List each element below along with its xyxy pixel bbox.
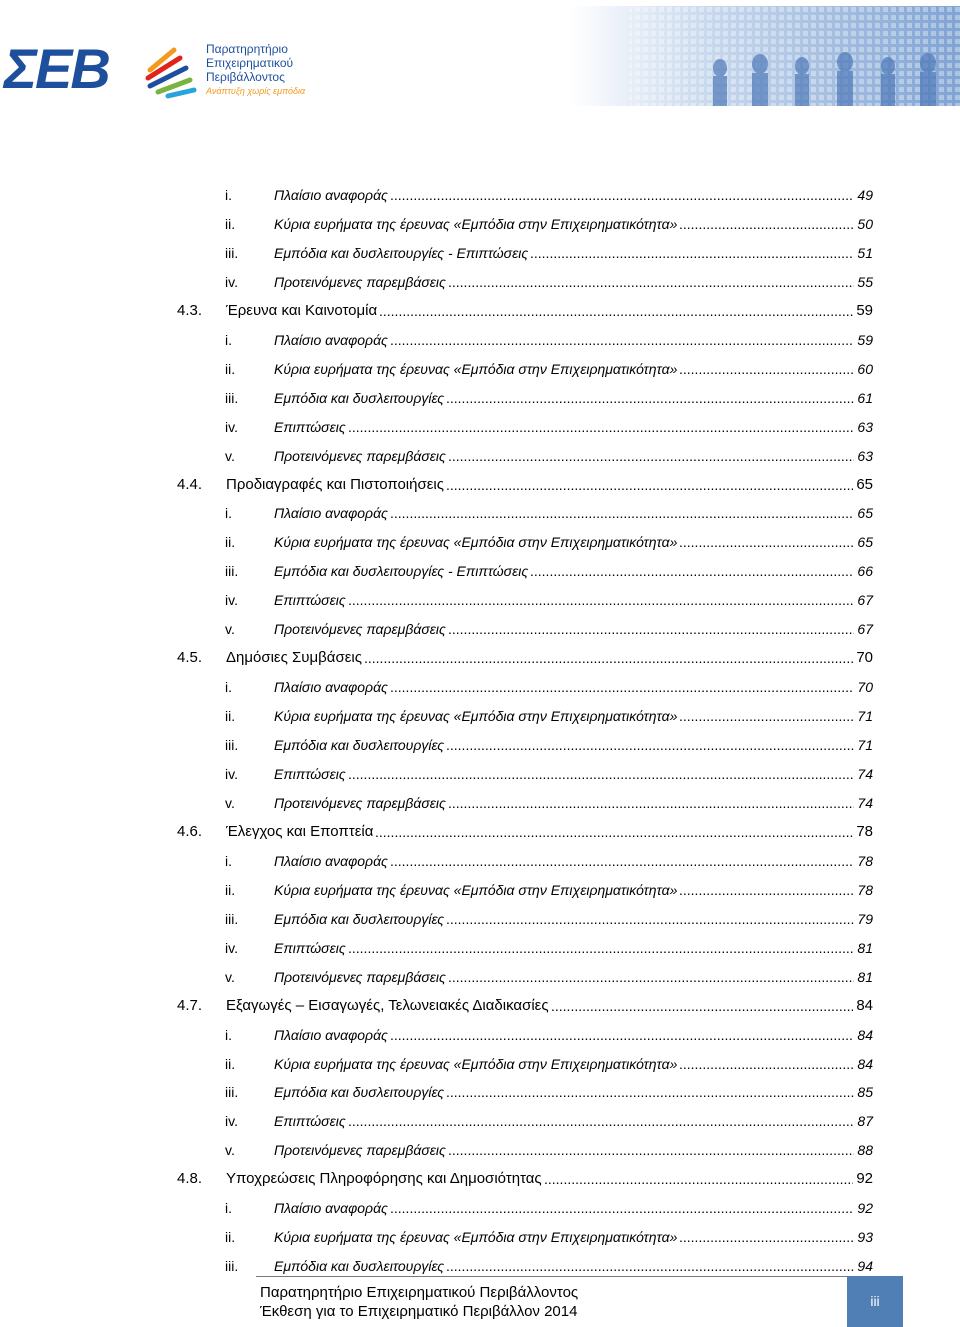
toc-entry-page: 55 xyxy=(857,274,873,290)
toc-entry-page: 94 xyxy=(857,1258,873,1274)
toc-entry-title: Επιπτώσεις xyxy=(274,419,346,435)
toc-entry-page: 84 xyxy=(856,997,873,1014)
subtitle-line: Περιβάλλοντος xyxy=(206,70,285,84)
toc-entry-title: Εμπόδια και δυσλειτουργίες xyxy=(274,390,445,406)
toc-dot-leader xyxy=(448,967,854,987)
toc-entry-page: 51 xyxy=(857,245,873,261)
footer-report-title: Έκθεση για το Επιχειρηματικό Περιβάλλον 2014 xyxy=(260,1303,578,1320)
toc-entry-number: ii. xyxy=(225,534,236,550)
toc-subsection-entry[interactable] xyxy=(0,214,960,234)
toc-entry-number: iii. xyxy=(225,1258,239,1274)
toc-section-entry[interactable] xyxy=(0,996,960,1016)
toc-dot-leader xyxy=(390,677,854,697)
toc-entry-number: iv. xyxy=(225,766,238,782)
toc-entry-title: Προδιαγραφές και Πιστοποιήσεις xyxy=(226,476,444,493)
toc-entry-number: i. xyxy=(225,853,232,869)
toc-subsection-entry[interactable] xyxy=(0,1227,960,1247)
toc-entry-number: iv. xyxy=(225,274,238,290)
toc-subsection-entry[interactable] xyxy=(0,764,960,784)
toc-subsection-entry[interactable] xyxy=(0,590,960,610)
toc-subsection-entry[interactable] xyxy=(0,1198,960,1218)
toc-dot-leader xyxy=(390,1025,854,1045)
toc-dot-leader xyxy=(364,648,853,668)
toc-entry-number: iii. xyxy=(225,245,239,261)
toc-entry-number: i. xyxy=(225,505,232,521)
toc-dot-leader xyxy=(348,938,854,958)
toc-entry-number: iv. xyxy=(225,1113,238,1129)
toc-dot-leader xyxy=(375,822,853,842)
toc-entry-number: iv. xyxy=(225,592,238,608)
toc-subsection-entry[interactable] xyxy=(0,851,960,871)
toc-dot-leader xyxy=(679,359,854,379)
toc-entry-page: 88 xyxy=(857,1142,873,1158)
toc-entry-title: Προτεινόμενες παρεμβάσεις xyxy=(274,969,446,985)
toc-dot-leader xyxy=(530,561,854,581)
toc-entry-number: v. xyxy=(225,795,235,811)
toc-dot-leader xyxy=(551,996,853,1016)
toc-entry-title: Κύρια ευρήματα της έρευνας «Εμπόδια στην Επιχειρηματικότητα» xyxy=(274,882,678,898)
toc-entry-number: iii. xyxy=(225,390,239,406)
toc-entry-title: Έρευνα και Καινοτομία xyxy=(226,302,378,319)
toc-entry-number: ii. xyxy=(225,708,236,724)
toc-entry-page: 71 xyxy=(857,708,873,724)
toc-subsection-entry[interactable] xyxy=(0,967,960,987)
toc-dot-leader xyxy=(448,793,854,813)
toc-entry-number: ii. xyxy=(225,882,236,898)
toc-entry-page: 63 xyxy=(857,419,873,435)
toc-entry-title: Εμπόδια και δυσλειτουργίες xyxy=(274,737,445,753)
toc-entry-page: 84 xyxy=(857,1027,873,1043)
toc-entry-number: i. xyxy=(225,1027,232,1043)
toc-subsection-entry[interactable] xyxy=(0,735,960,755)
toc-entry-page: 81 xyxy=(857,969,873,985)
sev-starburst-icon xyxy=(140,40,204,100)
toc-entry-number: ii. xyxy=(225,1056,236,1072)
toc-entry-page: 78 xyxy=(856,823,873,840)
toc-entry-title: Επιπτώσεις xyxy=(274,766,346,782)
header-banner-image xyxy=(570,6,960,106)
toc-entry-page: 78 xyxy=(857,882,873,898)
toc-subsection-entry[interactable] xyxy=(0,561,960,581)
toc-subsection-entry[interactable] xyxy=(0,359,960,379)
toc-subsection-entry[interactable] xyxy=(0,793,960,813)
toc-entry-title: Πλαίσιο αναφοράς xyxy=(274,853,388,869)
toc-dot-leader xyxy=(446,475,853,495)
toc-entry-title: Κύρια ευρήματα της έρευνας «Εμπόδια στην Επιχειρηματικότητα» xyxy=(274,708,678,724)
toc-entry-title: Εξαγωγές – Εισαγωγές, Τελωνειακές Διαδικασίες xyxy=(226,997,549,1014)
toc-section-entry[interactable] xyxy=(0,1169,960,1189)
toc-dot-leader xyxy=(390,851,854,871)
toc-subsection-entry[interactable] xyxy=(0,880,960,900)
toc-entry-title: Επιπτώσεις xyxy=(274,592,346,608)
sev-logo-text: ΣΕΒ xyxy=(4,37,109,100)
toc-entry-title: Υποχρεώσεις Πληροφόρησης και Δημοσιότητας xyxy=(226,1170,542,1187)
toc-entry-title: Πλαίσιο αναφοράς xyxy=(274,505,388,521)
toc-subsection-entry[interactable] xyxy=(0,706,960,726)
toc-entry-title: Επιπτώσεις xyxy=(274,940,346,956)
toc-entry-title: Κύρια ευρήματα της έρευνας «Εμπόδια στην Επιχειρηματικότητα» xyxy=(274,1056,678,1072)
toc-entry-title: Δημόσιες Συμβάσεις xyxy=(226,649,362,666)
toc-dot-leader xyxy=(679,1227,854,1247)
toc-subsection-entry[interactable] xyxy=(0,1054,960,1074)
toc-entry-title: Εμπόδια και δυσλειτουργίες - Επιπτώσεις xyxy=(274,245,529,261)
toc-entry-number: v. xyxy=(225,621,235,637)
toc-entry-title: Προτεινόμενες παρεμβάσεις xyxy=(274,1142,446,1158)
toc-subsection-entry[interactable] xyxy=(0,619,960,639)
toc-dot-leader xyxy=(446,388,854,408)
toc-entry-page: 92 xyxy=(856,1170,873,1187)
footer-organization: Παρατηρητήριο Επιχειρηματικού Περιβάλλοντος xyxy=(260,1284,579,1301)
toc-entry-page: 50 xyxy=(857,216,873,232)
toc-entry-page: 70 xyxy=(856,649,873,666)
toc-subsection-entry[interactable] xyxy=(0,1140,960,1160)
toc-dot-leader xyxy=(448,1140,854,1160)
toc-entry-number: ii. xyxy=(225,361,236,377)
toc-entry-page: 70 xyxy=(857,679,873,695)
toc-dot-leader xyxy=(448,619,854,639)
toc-entry-page: 92 xyxy=(857,1200,873,1216)
toc-subsection-entry[interactable] xyxy=(0,532,960,552)
toc-entry-number: iv. xyxy=(225,419,238,435)
toc-entry-page: 67 xyxy=(857,592,873,608)
toc-dot-leader xyxy=(544,1169,853,1189)
page-header xyxy=(0,0,960,110)
toc-entry-title: Κύρια ευρήματα της έρευνας «Εμπόδια στην Επιχειρηματικότητα» xyxy=(274,534,678,550)
toc-entry-number: iii. xyxy=(225,911,239,927)
toc-dot-leader xyxy=(379,301,853,321)
toc-dot-leader xyxy=(348,1111,854,1131)
toc-entry-number: i. xyxy=(225,679,232,695)
observatory-logo-subtitle xyxy=(206,42,305,98)
toc-entry-title: Εμπόδια και δυσλειτουργίες - Επιπτώσεις xyxy=(274,563,529,579)
toc-entry-number: 4.3. xyxy=(177,302,203,319)
toc-subsection-entry[interactable] xyxy=(0,1256,960,1276)
toc-dot-leader xyxy=(679,532,854,552)
toc-entry-page: 65 xyxy=(857,505,873,521)
toc-entry-title: Πλαίσιο αναφοράς xyxy=(274,1027,388,1043)
toc-subsection-entry[interactable] xyxy=(0,1111,960,1131)
toc-entry-number: iv. xyxy=(225,940,238,956)
toc-entry-page: 61 xyxy=(857,390,873,406)
toc-dot-leader xyxy=(679,214,854,234)
toc-dot-leader xyxy=(448,272,854,292)
toc-entry-title: Προτεινόμενες παρεμβάσεις xyxy=(274,448,446,464)
toc-dot-leader xyxy=(348,590,854,610)
logo-tagline: Ανάπτυξη χωρίς εμπόδια xyxy=(206,86,306,96)
toc-entry-title: Πλαίσιο αναφοράς xyxy=(274,187,388,203)
toc-subsection-entry[interactable] xyxy=(0,243,960,263)
toc-entry-page: 93 xyxy=(857,1229,873,1245)
toc-subsection-entry[interactable] xyxy=(0,503,960,523)
toc-entry-page: 81 xyxy=(857,940,873,956)
toc-subsection-entry[interactable] xyxy=(0,938,960,958)
toc-entry-page: 59 xyxy=(857,332,873,348)
page-number-badge: iii xyxy=(847,1276,903,1327)
toc-dot-leader xyxy=(446,735,854,755)
toc-entry-title: Πλαίσιο αναφοράς xyxy=(274,332,388,348)
toc-entry-number: 4.8. xyxy=(177,1170,203,1187)
toc-entry-page: 87 xyxy=(857,1113,873,1129)
toc-dot-leader xyxy=(348,417,854,437)
toc-subsection-entry[interactable] xyxy=(0,446,960,466)
toc-section-entry[interactable] xyxy=(0,475,960,495)
toc-entry-page: 65 xyxy=(857,534,873,550)
toc-subsection-entry[interactable] xyxy=(0,1082,960,1102)
toc-dot-leader xyxy=(679,1054,854,1074)
toc-subsection-entry[interactable] xyxy=(0,417,960,437)
toc-entry-number: iii. xyxy=(225,563,239,579)
toc-entry-page: 66 xyxy=(857,563,873,579)
toc-entry-title: Εμπόδια και δυσλειτουργίες xyxy=(274,1084,445,1100)
toc-entry-number: ii. xyxy=(225,1229,236,1245)
toc-dot-leader xyxy=(530,243,854,263)
toc-entry-number: 4.5. xyxy=(177,649,203,666)
toc-dot-leader xyxy=(348,764,854,784)
toc-entry-page: 74 xyxy=(857,766,873,782)
subtitle-line: Επιχειρηματικού xyxy=(206,56,294,70)
toc-dot-leader xyxy=(446,1256,854,1276)
toc-entry-number: 4.6. xyxy=(177,823,203,840)
toc-dot-leader xyxy=(448,446,854,466)
toc-entry-number: v. xyxy=(225,1142,235,1158)
toc-entry-title: Έλεγχος και Εποπτεία xyxy=(226,823,374,840)
toc-entry-page: 67 xyxy=(857,621,873,637)
toc-entry-page: 60 xyxy=(857,361,873,377)
toc-entry-title: Επιπτώσεις xyxy=(274,1113,346,1129)
toc-entry-page: 71 xyxy=(857,737,873,753)
toc-dot-leader xyxy=(390,503,854,523)
toc-subsection-entry[interactable] xyxy=(0,185,960,205)
footer-divider xyxy=(256,1276,876,1277)
toc-entry-page: 74 xyxy=(857,795,873,811)
toc-entry-title: Πλαίσιο αναφοράς xyxy=(274,679,388,695)
toc-dot-leader xyxy=(679,880,854,900)
toc-entry-page: 79 xyxy=(857,911,873,927)
toc-dot-leader xyxy=(390,185,854,205)
toc-entry-number: v. xyxy=(225,969,235,985)
toc-entry-page: 85 xyxy=(857,1084,873,1100)
subtitle-line: Παρατηρητήριο xyxy=(206,42,288,56)
toc-entry-page: 63 xyxy=(857,448,873,464)
toc-entry-page: 84 xyxy=(857,1056,873,1072)
toc-entry-number: iii. xyxy=(225,1084,239,1100)
toc-entry-title: Προτεινόμενες παρεμβάσεις xyxy=(274,274,446,290)
toc-entry-title: Προτεινόμενες παρεμβάσεις xyxy=(274,795,446,811)
toc-dot-leader xyxy=(679,706,854,726)
toc-dot-leader xyxy=(390,330,854,350)
toc-entry-title: Εμπόδια και δυσλειτουργίες xyxy=(274,1258,445,1274)
toc-entry-page: 78 xyxy=(857,853,873,869)
toc-subsection-entry[interactable] xyxy=(0,272,960,292)
toc-entry-number: 4.4. xyxy=(177,476,203,493)
toc-subsection-entry[interactable] xyxy=(0,1025,960,1045)
toc-entry-title: Εμπόδια και δυσλειτουργίες xyxy=(274,911,445,927)
toc-subsection-entry[interactable] xyxy=(0,677,960,697)
toc-entry-number: i. xyxy=(225,332,232,348)
toc-section-entry[interactable] xyxy=(0,822,960,842)
toc-entry-title: Πλαίσιο αναφοράς xyxy=(274,1200,388,1216)
toc-entry-number: ii. xyxy=(225,216,236,232)
toc-entry-title: Κύρια ευρήματα της έρευνας «Εμπόδια στην Επιχειρηματικότητα» xyxy=(274,216,678,232)
toc-entry-number: 4.7. xyxy=(177,997,203,1014)
toc-dot-leader xyxy=(446,1082,854,1102)
toc-subsection-entry[interactable] xyxy=(0,909,960,929)
toc-subsection-entry[interactable] xyxy=(0,330,960,350)
toc-entry-page: 49 xyxy=(857,187,873,203)
toc-entry-number: v. xyxy=(225,448,235,464)
toc-entry-number: i. xyxy=(225,1200,232,1216)
toc-entry-title: Κύρια ευρήματα της έρευνας «Εμπόδια στην Επιχειρηματικότητα» xyxy=(274,1229,678,1245)
toc-section-entry[interactable] xyxy=(0,648,960,668)
toc-dot-leader xyxy=(446,909,854,929)
toc-dot-leader xyxy=(390,1198,854,1218)
toc-entry-page: 65 xyxy=(856,476,873,493)
toc-entry-title: Κύρια ευρήματα της έρευνας «Εμπόδια στην Επιχειρηματικότητα» xyxy=(274,361,678,377)
toc-entry-number: iii. xyxy=(225,737,239,753)
toc-section-entry[interactable] xyxy=(0,301,960,321)
toc-entry-page: 59 xyxy=(856,302,873,319)
toc-entry-title: Προτεινόμενες παρεμβάσεις xyxy=(274,621,446,637)
toc-entry-number: i. xyxy=(225,187,232,203)
toc-subsection-entry[interactable] xyxy=(0,388,960,408)
